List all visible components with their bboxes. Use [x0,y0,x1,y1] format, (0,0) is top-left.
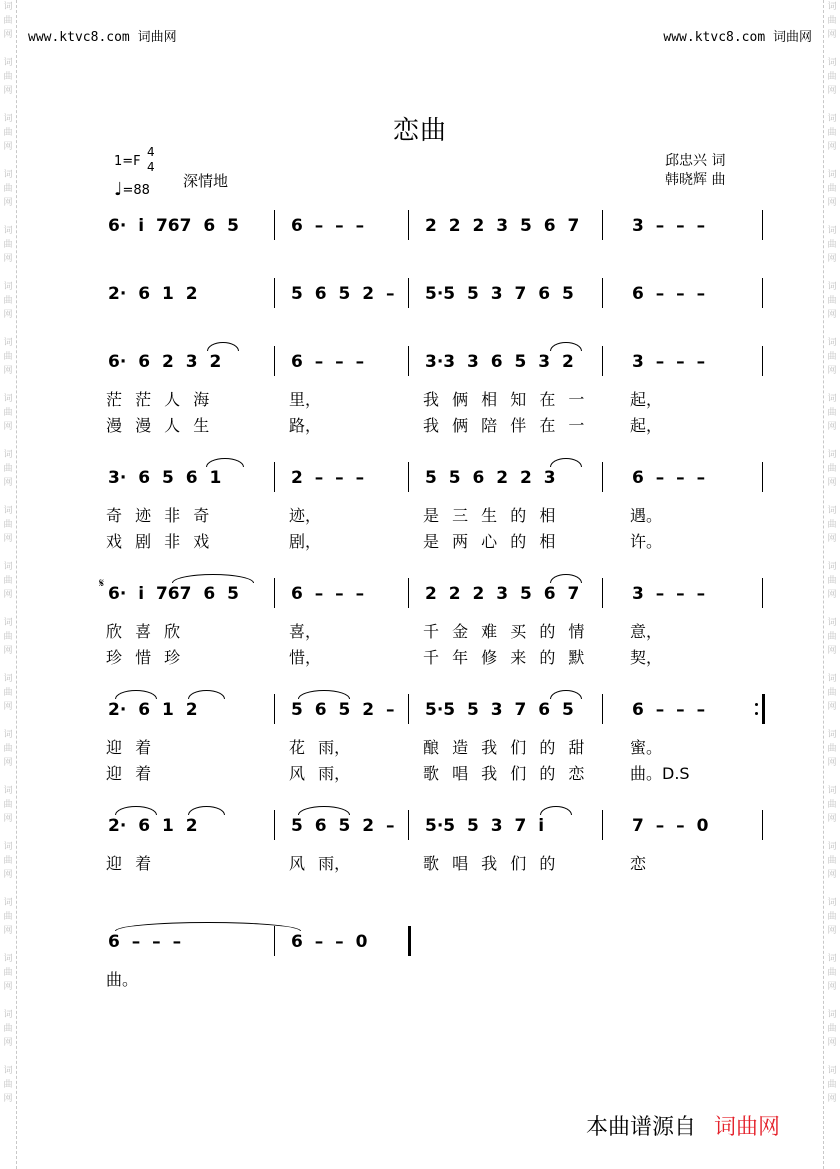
barline [602,462,603,492]
side-watermark-text: 词曲网 [3,618,13,656]
measure-notes: 7 – – 0 [632,816,709,836]
measure-notes: 2 2 2 3 5 6 7 [425,584,580,604]
lyric-text: 路， [289,416,322,435]
side-watermark-text: 词曲网 [827,842,837,880]
measure-notes: 6· 6 2 3 2 [108,352,222,372]
measure-notes: 5·5 5 3 7 i [425,816,545,836]
measure-notes: 6· i 767 6 5 [108,216,239,236]
lyric-text: 迎 着 [106,738,152,757]
barline [762,810,763,840]
header-right-url[interactable]: www.ktvc8.com [663,30,766,45]
side-watermark-text: 词曲网 [3,2,13,40]
slur-mark [172,574,254,583]
measure-notes: 6 – – – [291,584,365,604]
side-watermark-text: 词曲网 [3,450,13,488]
header-right-watermark [663,26,812,45]
side-watermark-text: 词曲网 [3,1010,13,1048]
measure-notes: 6 – – 0 [291,932,368,952]
measure-notes: 6· i 767 6 5 [108,584,239,604]
side-watermark-text: 词曲网 [827,450,837,488]
lyric-text: 契， [630,648,663,667]
side-watermark-text: 词曲网 [3,282,13,320]
measure-notes: 5·5 5 3 7 6 5 [425,700,574,720]
barline [602,346,603,376]
tempo-value: =88 [122,183,150,198]
measure-notes: 6 – – – [632,468,706,488]
lyric-text: 许。 [630,532,663,551]
measure-notes: 3 – – – [632,352,706,372]
side-watermark-text: 词曲网 [827,898,837,936]
left-watermark-strip [0,0,17,1169]
measure-notes: 5 6 5 2 – [291,284,395,304]
slur-mark [115,922,301,931]
side-watermark-text: 词曲网 [3,338,13,376]
lyric-text: 曲。D.S [630,764,690,783]
header-left-site[interactable]: 词曲网 [137,30,177,45]
barline [762,578,763,608]
barline [274,462,275,492]
measure-notes: 2· 6 1 2 [108,700,198,720]
barline [408,578,409,608]
barline [762,278,763,308]
header-left-url[interactable]: www.ktvc8.com [28,30,130,45]
barline [274,278,275,308]
lyric-text: 意， [630,622,663,641]
side-watermark-text: 词曲网 [827,338,837,376]
header-right-site[interactable]: 词曲网 [772,30,812,45]
barline [274,346,275,376]
slur-mark [298,806,350,815]
side-watermark-text: 词曲网 [3,954,13,992]
side-watermark-text: 词曲网 [827,674,837,712]
side-watermark-text: 词曲网 [3,786,13,824]
lyric-text: 奇 迹 非 奇 [106,506,210,525]
lyric-text: 戏 剧 非 戏 [106,532,210,551]
side-watermark-text: 词曲网 [827,562,837,600]
lyric-text: 风 雨， [289,764,351,783]
barline [762,210,763,240]
barline [762,694,765,724]
slur-mark [188,806,225,815]
barline [602,578,603,608]
slur-mark [550,342,582,351]
measure-notes: 6 – – – [632,284,706,304]
lyric-text: 歌 唱 我 们 的 恋 [423,764,585,783]
lyric-text: 遇。 [630,506,663,525]
lyric-text: 我 俩 相 知 在 一 [423,390,585,409]
side-watermark-text: 词曲网 [827,1066,837,1104]
barline [408,210,409,240]
time-numerator: 4 [147,145,155,159]
side-watermark-text: 词曲网 [3,562,13,600]
lyric-text: 迹， [289,506,322,525]
slur-mark [550,690,582,699]
slur-mark [206,458,244,467]
barline [762,346,763,376]
measure-notes: 3· 6 5 6 1 [108,468,222,488]
side-watermark-text: 词曲网 [827,2,837,40]
side-watermark-text: 词曲网 [3,114,13,152]
barline [762,462,763,492]
side-watermark-text: 词曲网 [3,730,13,768]
lyric-text: 起， [630,416,663,435]
header-left-watermark [28,26,177,45]
side-watermark-text: 词曲网 [827,786,837,824]
lyric-text: 里， [289,390,322,409]
barline [408,346,409,376]
measure-notes: 2· 6 1 2 [108,816,198,836]
barline [408,462,409,492]
barline [408,694,409,724]
measure-notes: 2 – – – [291,468,365,488]
measure-notes: 5 6 5 2 – [291,816,395,836]
lyric-text: 花 雨， [289,738,351,757]
lyric-text: 是 三 生 的 相 [423,506,556,525]
key-signature: 1=F [114,154,141,169]
lyric-text: 剧， [289,532,322,551]
lyric-text: 珍 惜 珍 [106,648,181,667]
lyric-text: 迎 着 [106,854,152,873]
measure-notes: 3·3 3 6 5 3 2 [425,352,574,372]
lyric-text: 是 两 心 的 相 [423,532,556,551]
side-watermark-text: 词曲网 [827,506,837,544]
side-watermark-text: 词曲网 [827,226,837,264]
lyric-text: 我 俩 陪 伴 在 一 [423,416,585,435]
repeat-dots-icon [755,703,758,721]
lyric-text: 千 年 修 来 的 默 [423,648,585,667]
side-watermark-text: 词曲网 [3,58,13,96]
side-watermark-text: 词曲网 [827,618,837,656]
lyric-text: 惜， [289,648,322,667]
credits [665,152,725,190]
side-watermark-text: 词曲网 [827,114,837,152]
side-watermark-text: 词曲网 [827,1010,837,1048]
measure-notes: 6 – – – [108,932,182,952]
measure-notes: 5 5 6 2 2 3 [425,468,556,488]
measure-notes: 3 – – – [632,584,706,604]
time-signature [147,145,155,175]
segno-icon: 𝄋 [99,576,105,590]
lyric-text: 蜜。 [630,738,663,757]
measure-notes: 6 – – – [632,700,706,720]
measure-notes: 2· 6 1 2 [108,284,198,304]
side-watermark-text: 词曲网 [3,506,13,544]
lyric-text: 歌 唱 我 们 的 [423,854,556,873]
lyric-text: 酿 造 我 们 的 甜 [423,738,585,757]
lyric-text: 恋 [630,854,647,873]
side-watermark-text: 词曲网 [827,954,837,992]
barline [274,694,275,724]
lyric-text: 茫 茫 人 海 [106,390,210,409]
slur-mark [298,690,350,699]
side-watermark-text: 词曲网 [827,170,837,208]
footer-source [586,1110,780,1141]
expression-marking: 深情地 [183,172,229,190]
slur-mark [188,690,225,699]
lyric-text: 曲。 [106,970,139,989]
barline [602,210,603,240]
slur-mark [115,806,157,815]
barline [408,278,409,308]
side-watermark-text: 词曲网 [3,394,13,432]
lyric-text: 欣 喜 欣 [106,622,181,641]
lyric-text: 起， [630,390,663,409]
lyric-text: 风 雨， [289,854,351,873]
footer-brand[interactable]: 词曲网 [714,1115,781,1140]
barline [274,578,275,608]
quarter-note-icon: ♩ [114,179,123,200]
side-watermark-text: 词曲网 [827,58,837,96]
lyric-text: 迎 着 [106,764,152,783]
composer: 韩晓辉 曲 [665,172,726,188]
side-watermark-text: 词曲网 [3,898,13,936]
measure-notes: 3 – – – [632,216,706,236]
measure-notes: 6 – – – [291,216,365,236]
time-denominator: 4 [147,160,155,174]
slur-mark [550,458,582,467]
slur-mark [540,806,572,815]
side-watermark-text: 词曲网 [827,282,837,320]
lyricist: 邱忠兴 词 [665,153,726,169]
barline [602,278,603,308]
side-watermark-text: 词曲网 [3,674,13,712]
slur-mark [207,342,239,351]
side-watermark-text: 词曲网 [827,394,837,432]
right-watermark-strip [823,0,840,1169]
measure-notes: 2 2 2 3 5 6 7 [425,216,580,236]
footer-prefix: 本曲谱源自 [586,1115,697,1140]
barline [274,810,275,840]
measure-notes: 5·5 5 3 7 6 5 [425,284,574,304]
barline [602,810,603,840]
lyric-text: 喜， [289,622,322,641]
lyric-text: 千 金 难 买 的 情 [423,622,585,641]
barline [408,926,411,956]
lyric-text: 漫 漫 人 生 [106,416,210,435]
barline [602,694,603,724]
measure-notes: 6 – – – [291,352,365,372]
side-watermark-text: 词曲网 [3,226,13,264]
barline [408,810,409,840]
barline [274,210,275,240]
side-watermark-text: 词曲网 [3,170,13,208]
side-watermark-text: 词曲网 [3,842,13,880]
side-watermark-text: 词曲网 [3,1066,13,1104]
tempo-marking [114,178,150,199]
slur-mark [115,690,157,699]
song-title: 恋曲 [392,116,447,146]
measure-notes: 5 6 5 2 – [291,700,395,720]
slur-mark [550,574,582,583]
side-watermark-text: 词曲网 [827,730,837,768]
